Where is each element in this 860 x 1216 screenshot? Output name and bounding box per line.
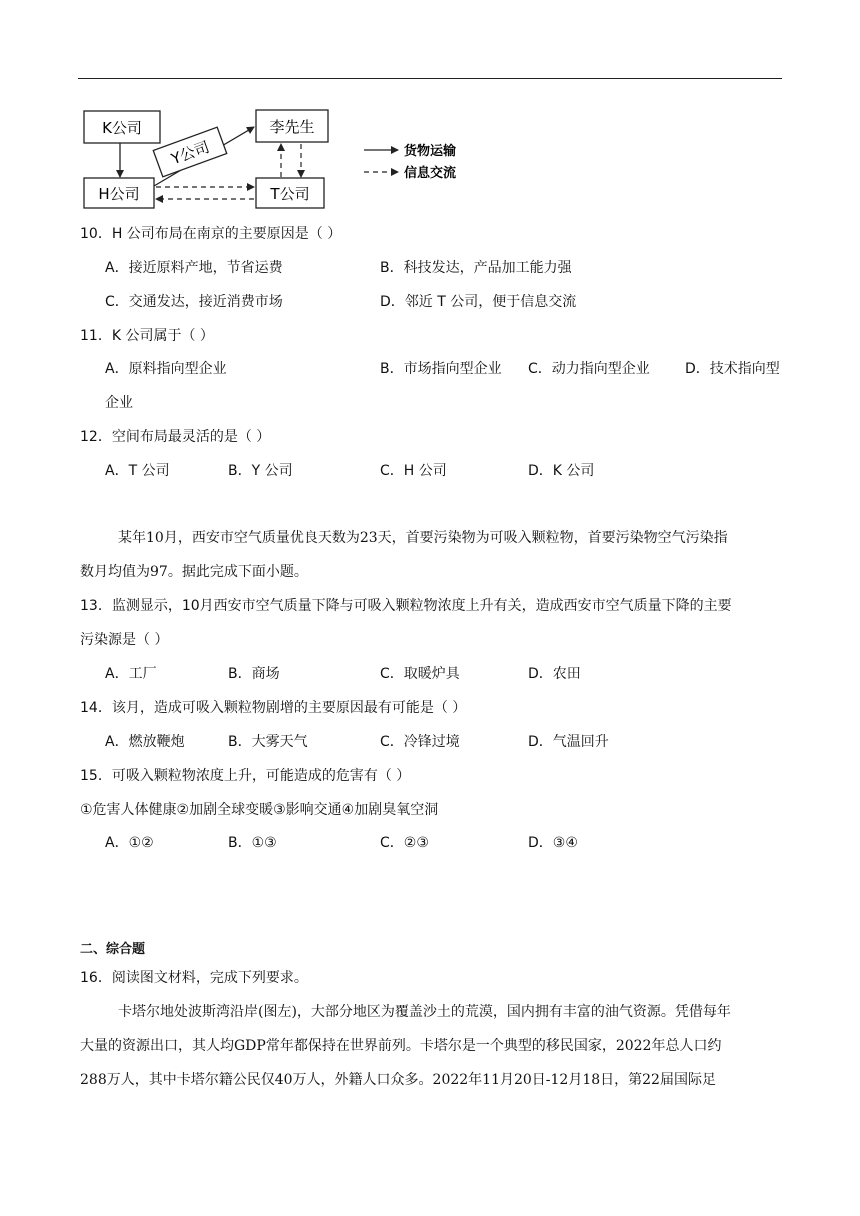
q11-option-d-continuation: 企业 <box>105 395 133 411</box>
q15-option-b: B．①③ <box>228 835 277 851</box>
q16-stem: 16．阅读图文材料，完成下列要求。 <box>80 970 308 986</box>
q14-option-a: A．燃放鞭炮 <box>105 734 185 750</box>
q13-option-b: B．商场 <box>228 666 280 682</box>
q14-stem: 14．该月，造成可吸入颗粒物剧增的主要原因最有可能是（ ） <box>80 700 467 716</box>
k-company-box <box>84 111 160 143</box>
h-company-box <box>84 178 154 208</box>
header-rule <box>78 78 782 79</box>
li-xiansheng-box <box>256 110 328 142</box>
q12-option-b: B．Y 公司 <box>228 463 293 479</box>
section2-title: 二、综合题 <box>80 942 146 957</box>
company-flow-diagram <box>80 100 480 212</box>
legend-info-label: 信息交流 <box>404 166 457 181</box>
material1-line1: 某年10月，西安市空气质量优良天数为23天，首要污染物为可吸入颗粒物，首要污染物空气污染指 <box>118 530 728 546</box>
q13-option-c: C．取暖炉具 <box>380 666 460 682</box>
q13-stem-line1: 13．监测显示，10月西安市空气质量下降与可吸入颗粒物浓度上升有关，造成西安市空气质量下降的主要 <box>80 598 732 614</box>
q13-stem-line2: 污染源是（ ） <box>80 632 169 648</box>
q14-option-c: C．冷锋过境 <box>380 734 460 750</box>
q14-option-b: B．大雾天气 <box>228 734 308 750</box>
q15-option-c: C．②③ <box>380 835 429 851</box>
q12-option-a: A．T 公司 <box>105 463 170 479</box>
h-company-label: H公司 <box>98 185 140 203</box>
legend-goods-label: 货物运输 <box>404 144 457 159</box>
t-company-box <box>256 178 324 208</box>
q11-stem: 11．K 公司属于（ ） <box>80 328 214 344</box>
q12-option-d: D．K 公司 <box>528 463 595 479</box>
diagram-legend <box>364 143 456 181</box>
y-company-label: Y公司 <box>168 137 212 169</box>
li-xiansheng-label: 李先生 <box>269 118 315 136</box>
q10-option-c: C．交通发达，接近消费市场 <box>105 294 283 310</box>
y-company-box <box>153 127 226 177</box>
q10-option-b: B．科技发达，产品加工能力强 <box>380 260 572 276</box>
q14-option-d: D．气温回升 <box>528 734 609 750</box>
q15-option-a: A．①② <box>105 835 154 851</box>
t-company-label: T公司 <box>270 185 310 203</box>
k-company-label: K公司 <box>102 119 142 137</box>
q10-option-d: D．邻近 T 公司，便于信息交流 <box>380 294 577 310</box>
q13-option-a: A．工厂 <box>105 666 157 682</box>
q12-stem: 12．空间布局最灵活的是（ ） <box>80 429 271 445</box>
q16-material-line1: 卡塔尔地处波斯湾沿岸(图左)，大部分地区为覆盖沙土的荒漠，国内拥有丰富的油气资源。凭借每年 <box>118 1004 731 1020</box>
material1-line2: 数月均值为97。据此完成下面小题。 <box>80 564 308 580</box>
q11-option-b: B．市场指向型企业 <box>380 361 502 377</box>
q12-option-c: C．H 公司 <box>380 463 447 479</box>
q13-option-d: D．农田 <box>528 666 581 682</box>
q16-material-line2: 大量的资源出口，其人均GDP常年都保持在世界前列。卡塔尔是一个典型的移民国家，2022年总人口约 <box>80 1038 722 1054</box>
q10-option-a: A．接近原料产地，节省运费 <box>105 260 283 276</box>
q15-items: ①危害人体健康②加剧全球变暖③影响交通④加剧臭氧空洞 <box>80 802 439 818</box>
q15-option-d: D．③④ <box>528 835 578 851</box>
q11-option-a: A．原料指向型企业 <box>105 361 227 377</box>
q11-option-d: D．技术指向型 <box>685 361 780 377</box>
q10-stem: 10．H 公司布局在南京的主要原因是（ ） <box>80 226 342 242</box>
q15-stem: 15．可吸入颗粒物浓度上升，可能造成的危害有（ ） <box>80 768 411 784</box>
q11-option-c: C．动力指向型企业 <box>528 361 650 377</box>
q16-material-line3: 288万人，其中卡塔尔籍公民仅40万人，外籍人口众多。2022年11月20日-12月18日，第22届国际足 <box>80 1072 716 1088</box>
